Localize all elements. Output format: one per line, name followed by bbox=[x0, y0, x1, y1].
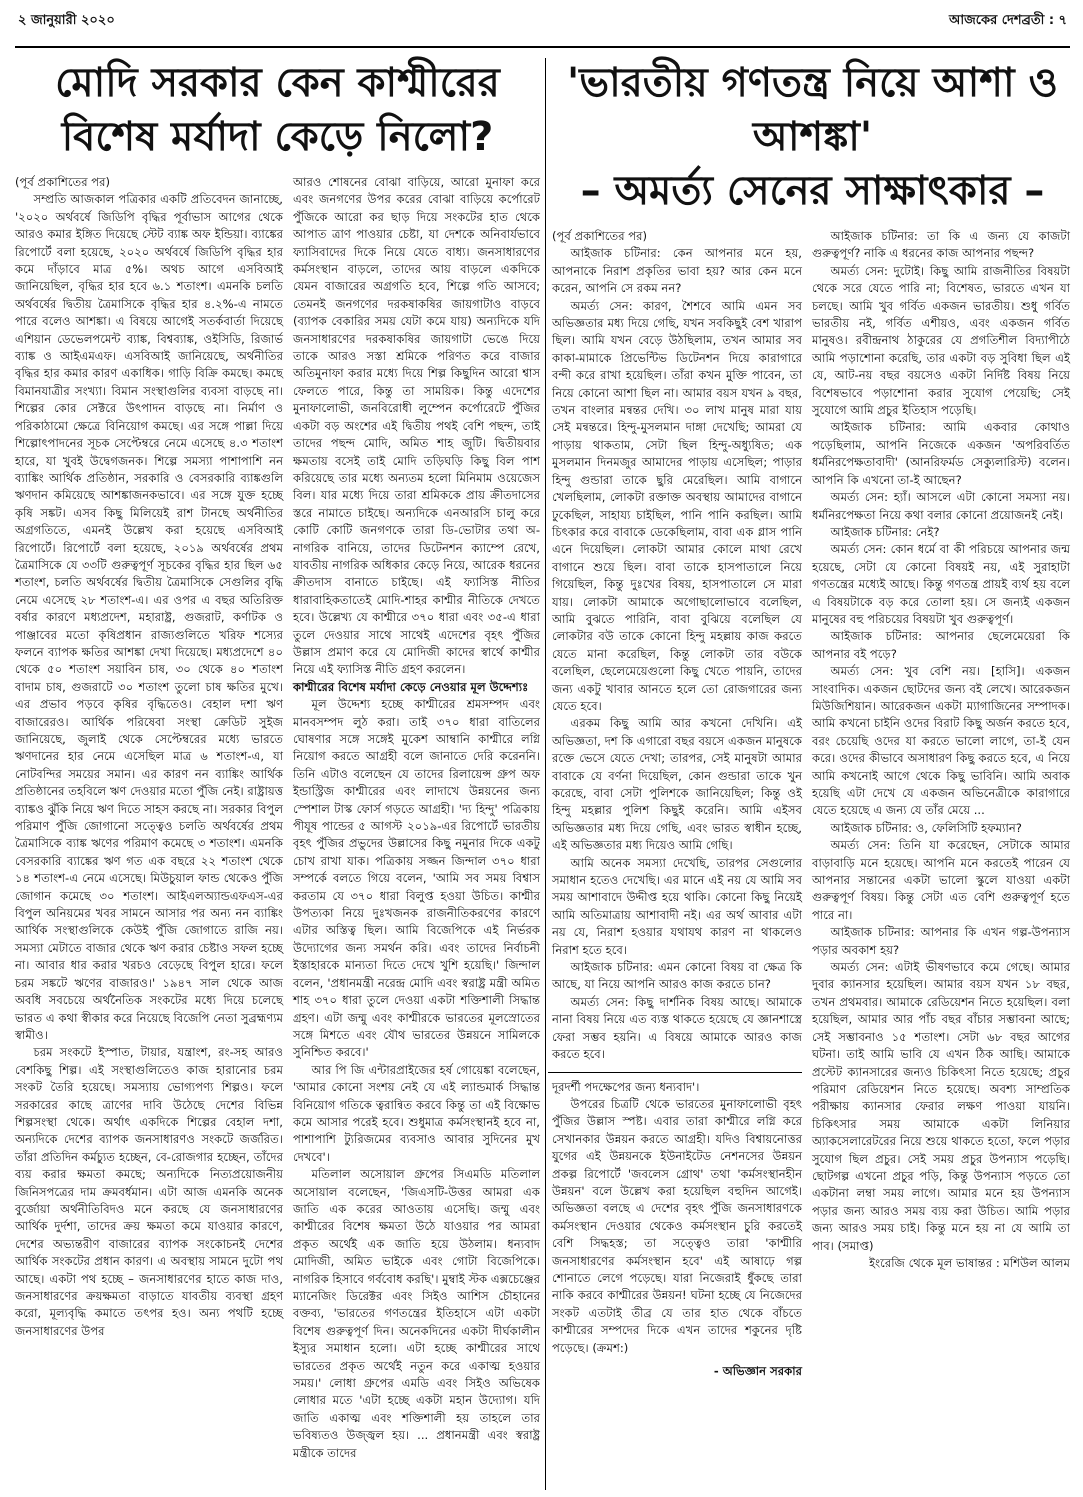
paragraph: সম্প্রতি আজকাল পত্রিকার একটি প্রতিবেদন জানাচ্ছে, '২০২০ অর্থবর্ষে জিডিপি বৃদ্ধির পূর্বাভাস আগের থেকে আরও কমার ইঙ্গিত দিয়েছে স্টেট ব্যাঙ্ক অফ ইন্ডিয়া। ব্যাঙ্কের রিপোর্টে বলা হয়েছে, ২০২০ অর্থবর্ষে জিডিপি বৃদ্ধির হার কমে দাঁড়াবে মাত্র ৫%। অথচ আগে এসবিআই জানিয়েছিল, বৃদ্ধির হার হবে ৬.১ শতাংশ। এমনকি চলতি অর্থবর্ষের দ্বিতীয় ত্রৈমাসিকে বৃদ্ধির হার ৪.২%-এ নামতে পারে বলেও আশঙ্কা। এ বিষয়ে আগেই সতর্কবার্তা দিয়েছে এশিয়ান ডেভেলপমেন্ট ব্যাঙ্ক, বিশ্বব্যাঙ্ক, ওইসিডি, রিজার্ভ ব্যাঙ্ক ও আইএমএফ। এসবিআই জানিয়েছে, অর্থনীতির বৃদ্ধির হার কমার কারণ একাধিক। গাড়ি বিক্রি কমছে। কমছে বিমানযাত্রীর সংখ্যা। বিমান সংস্থাগুলির ব্যবসা বাড়ছে না। শিল্পের কোর সেক্টরে উৎপাদন বাড়ছে না। নির্মাণ ও পরিকাঠামো ক্ষেত্রে বিনিয়োগ কমছে। এর সঙ্গে পাল্লা দিয়ে শিল্পোৎপাদনের সূচক সেপ্টেম্বরে নেমে এসেছে ৪.৩ শতাংশ হারে, যা খুবই উদ্বেগজনক। শিল্পে সমস্যা পাশাপাশি নন ব্যাঙ্কিং আর্থিক প্রতিষ্ঠান, সরকারি ও বেসরকারি ব্যাঙ্কগুলি ঋণদান কমিয়েছে আশঙ্কাজনকভাবে। এর সঙ্গে যুক্ত হচ্ছে কৃষি সঙ্কট। এসব কিছু মিলিয়েই রাশ টানছে অর্থনীতির অগ্রগতিতে, এমনই উল্লেখ করা হয়েছে এসবিআই রিপোর্টে। রিপোর্টে বলা হয়েছে, ২০১৯ অর্থবর্ষের প্রথম ত্রৈমাসিকে যে ৩৩টি গুরুত্বপূর্ণ সূচকের বৃদ্ধির হার ছিল ৬৫ শতাংশ, চলতি অর্থবর্ষের দ্বিতীয় ত্রৈমাসিকে সেগুলির বৃদ্ধি নেমে এসেছে ২৮ শতাংশ-এ। এর ওপর এ বছর অতিরিক্ত বর্ষার কারণে মধ্যপ্রদেশ, মহারাষ্ট্র, গুজরাট, কর্ণাটক ও পাঞ্জাবের মতো কৃষিপ্রধান রাজ্যগুলিতে খরিফ শস্যের ফলনে ব্যাপক ক্ষতির আশঙ্কা দেখা দিয়েছে। মধ্যপ্রদেশে ৪০ থেকে ৫০ শতাংশ সয়াবিন চাষ, ৩০ থেকে ৪০ শতাংশ বাদাম চাষ, গুজরাটে ৩০ শতাংশ তুলো চাষ ক্ষতির মুখে। এর প্রভাব পড়বে কৃষির বৃদ্ধিতেও। বেহাল দশা ঋণ বাজারেরও। আর্থিক পরিষেবা সংস্থা ক্রেডিট সুইজ জানিয়েছে, জুলাই থেকে সেপ্টেম্বরের মধ্যে ভারতে ঋণদানের হার নেমে এসেছিল মাত্র ৬ শতাংশ-এ, যা নোটবন্দির সময়ের সমান। এর কারণ নন ব্যাঙ্কিং আর্থিক প্রতিষ্ঠানের তহবিলে ঋণ দেওয়ার মতো পুঁজি নেই। রাষ্ট্রায়ত্ত ব্যাঙ্কও ঝুঁকি নিয়ে ঋণ দিতে সাহস করছে না। সরকার বিপুল পরিমাণ পুঁজি জোগানো সত্ত্বেও চলতি অর্থবর্ষের প্রথম ত্রৈমাসিকে ব্যাঙ্ক ঋণের পরিমাণ কমেছে ৩ শতাংশ। এমনকি বেসরকারি ব্যাঙ্কের ঋণ গত এক বছরে ২২ শতাংশ থেকে ১৪ শতাংশ-এ নেমে এসেছে। মিউচুয়াল ফান্ড থেকেও পুঁজি জোগান কমেছে ৩০ শতাংশ। আইএলঅ্যান্ডএফএস-এর বিপুল অনিয়মের খবর সামনে আসার পর অন্য নন ব্যাঙ্কিং আর্থিক সংস্থাগুলিকে কেউই পুঁজি জোগাতে রাজি নয়। সমস্যা মেটাতে বাজার থেকে ঋণ করার চেষ্টাও সফল হচ্ছে না। আবার ধার করার খরচও বেড়েছে বিপুল হারে। ফলে চরম সঙ্কটে ঋণের বাজারও।' ১৯৪৭ সাল থেকে আজ অবধি সবচেয়ে অর্থনৈতিক সংকটের মধ্যে দিয়ে চলেছে ভারত এ কথা স্বীকার করে নিয়েছে বিজেপি নেতা সুব্রহ্মণ্যম স্বামীও। bbox=[15, 192, 283, 1042]
headline-line: মোদি সরকার কেন কাশ্মীরের bbox=[55, 60, 500, 106]
question: আইজাক চটিনার: আপনার ছেলেমেয়েরা কি আপনার বই পড়ে? bbox=[812, 629, 1070, 661]
headline-line: 'ভারতীয় গণতন্ত্র নিয়ে আশা ও আশঙ্কা' bbox=[567, 60, 1058, 160]
question: আইজাক চটিনার: আপনার কি এখন গল্প-উপন্যাস পড়ার অবকাশ হয়? bbox=[812, 925, 1070, 957]
left-article-body bbox=[15, 174, 540, 1462]
answer: এরকম কিছু আমি আর কখনো দেখিনি। এই অভিজ্ঞতা, দশ কি এগারো বছর বয়সে একজন মানুষকে রক্তে ভেসে যেতে দেখা; তারপর, সেই মানুষটা আমার বাবাকে যে বর্ণনা দিয়েছিল, কোন গুন্ডারা তাকে খুন করেছে, বাবা সেটা পুলিশকে জানিয়েছিল; কিন্তু ওই হিন্দু মহল্লার পুলিশ কিছুই করেনি। আমি এইসব অভিজ্ঞতার মধ্য দিয়ে গেছি, এবং ভারত স্বাধীন হচ্ছে, এই অভিজ্ঞতার মধ্য দিয়েও আমি গেছি। bbox=[552, 716, 802, 853]
right-article-body bbox=[552, 228, 1073, 1380]
right-article bbox=[552, 56, 1073, 1380]
page-number: আজকের দেশব্রতী : ৭ bbox=[948, 13, 1067, 28]
paragraph: আরও শোষনের বোঝা বাড়িয়ে, আরো মুনাফা করে এবং জনগণের উপর করের বোঝা বাড়িয়ে কর্পোরেট পুঁজিকে আরো কর ছাড় দিয়ে সংকটের হাত থেকে আপাত ত্রাণ পাওয়ার চেষ্টা, যা দেশকে অনিবার্যভাবে ফ্যাসিবাদের দিকে নিয়ে যেতে বাধ্য। জনসাধারণের কর্মসংস্থান বাড়লে, তাদের আয় বাড়লে একদিকে যেমন বাজারের অগ্রগতি হবে, শিল্পে গতি আসবে; তেমনই জনগণের দরকষাকষির জায়গাটাও বাড়বে (ব্যাপক বেকারির সময় যেটা কমে যায়) অন্যদিকে যদি জনসাধারণের দরকষাকষির জায়গাটা ভেঙে দিয়ে তাকে আরও সস্তা শ্রমিকে পরিণত করে বাজার অতিমুনাফা করার মধ্যে দিয়ে শিল্প কিছুদিন আরো শ্বাস ফেলতে পারে, কিন্তু তা সাময়িক। কিন্তু এদেশের মুনাফালোভী, জনবিরোধী লুম্পেন কর্পোরেটে পুঁজির একটা বড় অংশের এই দ্বিতীয় পথই বেশি পছন্দ, তাই তাদের পছন্দ মোদি, অমিত শাহ জুটি। দ্বিতীয়বার ক্ষমতায় বসেই তাই মোদি তড়িঘড়ি কিছু বিল পাশ করিয়েছে তার মধ্যে অন্যতম হলো মিনিমাম ওয়েজেস বিল। যার মধ্যে দিয়ে তারা শ্রমিককে প্রায় ক্রীতদাসের স্তরে নামাতে চাইছে। অন্যদিকে এনআরসি চালু করে কোটি কোটি জনগণকে তারা ডি-ভোটার তথা অ-নাগরিক বানিয়ে, তাদের ডিটেনশন ক্যাম্পে রেখে, যাবতীয় নাগরিক অধিকার কেড়ে নিয়ে, আরেক ধরনের ক্রীতদাস বানাতে চাইছে। এই ফ্যাসিস্ত নীতির ধারাবাহিকতাতেই মোদি-শাহর কাশ্মীর নীতিকে দেখতে হবে। উল্লেখ্য যে কাশ্মীরে ৩৭০ ধারা এবং ৩৫-এ ধারা তুলে দেওয়ার সাথে সাথেই এদেশের বৃহৎ পুঁজির উল্লাস প্রমাণ করে যে মোদিজী কাদের স্বার্থে কাশ্মীর নিয়ে এই ফ্যাসিস্ত নীতি গ্রহণ করলেন। bbox=[293, 175, 540, 677]
left-article-continuation bbox=[552, 1079, 802, 1358]
question: আইজাক চটিনার: তা কি এ জন্য যে কাজটা গুরুত্বপূর্ণ? নাকি এ ধরনের কাজ আপনার পছন্দ? bbox=[812, 229, 1070, 261]
answer: অমর্ত্য সেন: কারণ, শৈশবে আমি এমন সব অভিজ্ঞতার মধ্য দিয়ে গেছি, যখন সবকিছুই বেশ খারাপ ছিল। আমি যখন বেড়ে উঠছিলাম, তখন আমার সব কাকা-মামাকে প্রিভেন্টিভ ডিটেনশন দিয়ে কারাগারে বন্দী করে রাখা হয়েছিল। তাঁরা কখন মুক্তি পাবেন, তা নিয়ে কোনো আশা ছিল না। আমার বয়স যখন ৯ বছর, তখন বাংলার মন্বন্তর দেখি। ৩০ লাখ মানুষ মারা যায় সেই মন্বন্তরে। হিন্দু-মুসলমান দাঙ্গা দেখেছি; আমরা যে পাড়ায় থাকতাম, সেটা ছিল হিন্দু-অধ্যুষিত; এক মুসলমান দিনমজুর আমাদের পাড়ায় এসেছিল; পাড়ার হিন্দু গুন্ডারা তাকে ছুরি মেরেছিল। আমি বাগানে খেলছিলাম, লোকটা রক্তাক্ত অবস্থায় আমাদের বাগানে ঢুকেছিল, সাহায্য চাইছিল, পানি পানি করছিল। আমি চিৎকার করে বাবাকে ডেকেছিলাম, বাবা এক গ্লাস পানি এনে দিয়েছিল। লোকটা আমার কোলে মাথা রেখে বাগানে শুয়ে ছিল। বাবা তাকে হাসপাতালে নিয়ে গিয়েছিল, কিন্তু দুঃখের বিষয়, হাসপাতালে সে মারা যায়। লোকটা আমাকে অগোছালোভাবে বলেছিল, আমি বুঝতে পারিনি, বাবা বুঝিয়ে বলেছিল যে লোকটার বউ তাকে কোনো হিন্দু মহল্লায় কাজ করতে যেতে মানা করেছিল, কিন্তু লোকটা তার বউকে বলেছিল, ছেলেমেয়েগুলো কিছু খেতে পায়নি, তাদের জন্য একটু খাবার আনতে হলে তো রোজগারের জন্য যেতে হবে। bbox=[552, 298, 802, 713]
question: আইজাক চটিনার: ও, ফেলিসিটি হফম্যান? bbox=[830, 820, 1022, 835]
translation-credit: ইংরেজি থেকে মূল ভাষান্তর : মশিউল আলম bbox=[869, 1255, 1070, 1270]
question: আইজাক চটিনার: কেন আপনার মনে হয়, আপনাকে নিরাশ প্রকৃতির ভাবা হয়? আর কেন মনে করেন, আপনি সে রকম নন? bbox=[552, 246, 802, 296]
headline-line: – অমর্ত্য সেনের সাক্ষাৎকার – bbox=[580, 168, 1045, 214]
right-article-column-1 bbox=[552, 228, 802, 1380]
question: আইজাক চটিনার: এমন কোনো বিষয় বা ক্ষেত্র কি আছে, যা নিয়ে আপনি আরও কাজ করতে চান? bbox=[552, 960, 802, 992]
continued-note: (পূর্ব প্রকাশিতের পর) bbox=[15, 175, 111, 189]
question: আইজাক চটিনার: নেই? bbox=[830, 524, 940, 539]
answer: অমর্ত্য সেন: এটাই ভীষণভাবে কমে গেছে। আমার দুবার ক্যানসার হয়েছিল। আমার বয়স যখন ১৮ বছর, তখন প্রথমবার। আমাকে রেডিয়েশন নিতে হয়েছিল। বলা হয়েছিল, আমার আর পাঁচ বছর বাঁচার সম্ভাবনা আছে; সেই সম্ভাবনাও ১৫ শতাংশ। সেটা ৬৮ বছর আগের ঘটনা। তাই আমি ভাবি যে এখন ঠিক আছি। আমাকে প্রস্টেট ক্যানসারের জন্যও চিকিৎসা নিতে হয়েছে; প্রচুর পরিমাণ রেডিয়েশন নিতে হয়েছে। অবশ্য সাম্প্রতিক পরীক্ষায় ক্যানসার ফেরার লক্ষণ পাওয়া যায়নি। চিকিৎসার সময় আমাকে একটা লিনিয়ার অ্যাকসেলারেটরের নিয়ে শুয়ে থাকতে হতো, ফলে পড়ার সুযোগ ছিল প্রচুর। সেই সময় প্রচুর উপন্যাস পড়েছি। ছোটগল্প এখনো প্রচুর পড়ি, কিন্তু উপন্যাস পড়তে তো একটানা লম্বা সময় লাগে। আমার মনে হয় উপন্যাস পড়ার জন্য আরও সময় ব্যয় করা উচিত। আমি পড়ার জন্য আরও সময় চাই। কিন্তু মনে হয় না যে আমি তা পাব। (সমাপ্ত) bbox=[812, 960, 1070, 1253]
paragraph: আর পি জি এন্টারপ্রাইজের হর্ষ গোয়েঙ্কা বলেছেন, 'আমার কোনো সংশয় নেই যে এই ল্যান্ডমার্ক সিদ্ধান্ত বিনিয়োগ গতিকে ত্বরান্বিত করবে কিন্তু তা এই বিক্ষোভ কমে আসার পরেই হবে। শুধুমাত্র কর্মসংস্থানই হবে না, পাশাপাশি ট্যুরিজমের ব্যবসাও আবার সুদিনের মুখ দেখবে'। bbox=[293, 1062, 540, 1164]
page-header bbox=[15, 12, 1070, 48]
page-date: ২ জানুয়ারী ২০২০ bbox=[18, 13, 115, 28]
column-divider bbox=[545, 58, 546, 1490]
right-article-headline bbox=[552, 56, 1073, 218]
byline: - অভিজ্ঞান সরকার bbox=[713, 1364, 802, 1378]
paragraph: উপরের চিত্রটি থেকে ভারতের মুনাফালোভী বৃহৎ পুঁজির উল্লাস স্পষ্ট। এবার তারা কাশ্মীরে লগ্নি করে সেখানকার উন্নয়ন করতে আগ্রহী। যদিও বিশ্বায়নোত্তর যুগের এই উন্নয়নকে ইউনাইটেড নেশনসের উন্নয়ন প্রকল্প রিপোর্টে 'জবলেস গ্রোথ' তথা 'কর্মসংস্থানহীন উন্নয়ন' বলে উল্লেখ করা হয়েছিল বহুদিন আগেই। অভিজ্ঞতা বলছে এ দেশের বৃহৎ পুঁজি জনসাধারণকে কর্মসংস্থান দেওয়ার থেকেও কর্মসংস্থান চুরি করতেই বেশি সিদ্ধহস্ত; তা সত্ত্বেও তারা 'কাশ্মীরি জনসাধারণের কর্মসংস্থান হবে' এই আষাঢ়ে গল্প শোনাতে লেগে পড়েছে। যারা নিজেরাই ধুঁকছে তারা নাকি করবে কাশ্মীরের উন্নয়ন! ঘটনা হচ্ছে যে নিজেদের সংকট এতটাই তীব্র যে তার হাত থেকে বাঁচতে কাশ্মীরের সম্পদের দিকে এখন তাদের শকুনের দৃষ্টি পড়েছে। (ক্রমশ:) bbox=[552, 1096, 802, 1355]
answer: অমর্ত্য সেন: দুটোই। কিছু আমি রাজনীতির বিষয়টা থেকে সরে যেতে পারি না; বিশেষত, ভারতে এখন যা চলছে। আমি খুব গর্বিত একজন ভারতীয়। শুধু গর্বিত ভারতীয় নই, গর্বিত এশীয়ও, এবং একজন গর্বিত মানুষও। রবীন্দ্রনাথ ঠাকুরের যে প্রগতিশীল বিদ্যাপীঠে আমি পড়াশোনা করেছি, তার একটা বড় সুবিধা ছিল এই যে, আট-নয় বছর বয়সেও একটা নির্দিষ্ট বিষয় নিয়ে বিশেষভাবে পড়াশোনা করার সুযোগ পেয়েছি; সেই সুযোগে আমি প্রচুর ইতিহাস পড়েছি। bbox=[812, 263, 1070, 418]
answer: অমর্ত্য সেন: কোন ধর্মে বা কী পরিচয়ে আপনার জন্ম হয়েছে, সেটা যে কোনো বিষয়ই নয়, এই সুরাহাটা গণতন্ত্রের মধ্যেই আছে। কিন্তু গণতন্ত্র প্রায়ই ব্যর্থ হয় বলে এ বিষয়টাকে বড় করে তোলা হয়। সে জন্যই একজন মানুষের বহু পরিচয়ের বিষয়টা খুব গুরুত্বপূর্ণ। bbox=[812, 542, 1070, 626]
left-article-column-2 bbox=[293, 174, 540, 1462]
answer: আমি অনেক সমস্যা দেখেছি, তারপর সেগুলোর সমাধান হতেও দেখেছি। এর মানে এই নয় যে আমি সব সময় আশাবাদে উদ্দীপ্ত হয়ে থাকি। কোনো কিছু নিয়েই আমি অতিমাত্রায় আশাবাদী নই। এর অর্থ আবার এটা নয় যে, নিরাশ হওয়ার যথাযথ কারণ না থাকলেও নিরাশ হতে হবে। bbox=[552, 855, 802, 957]
paragraph: চরম সংকটে ইস্পাত, টায়ার, যন্ত্রাংশ, রং-সহ আরও বেশকিছু শিল্প। এই সংস্থাগুলিতেও কাজ হারানোর চরম সংকট তৈরি হয়েছে। সমস্যায় ভোগ্যপণ্য শিল্পও। ফলে সরকারের কাছে ত্রাণের দাবি উঠেছে দেশের বিভিন্ন শিল্পসংস্থা থেকে। অর্থাৎ একদিকে শিল্পের বেহাল দশা, অন্যদিকে দেশের ব্যাপক জনসাধারণও সংকটে জর্জরিত। তাঁরা প্রতিদিন কর্মচ্যুত হচ্ছেন, বে-রোজগার হচ্ছেন, তাঁদের ব্যয় করার ক্ষমতা কমছে; অন্যদিকে নিত্যপ্রয়োজনীয় জিনিসপত্রের দাম ক্রমবর্ধমান। এটা আজ এমনকি অনেক বুর্জোয়া অর্থনীতিবিদও মনে করছে যে জনসাধারণের আর্থিক দুর্দশা, তাদের ক্রয় ক্ষমতা কমে যাওয়ার কারণে, দেশের অভ্যন্তরীণ বাজারের ব্যাপক সংকোচনই দেশের আর্থিক সংকটের প্রধান কারণ। এ অবস্থায় সামনে দুটো পথ আছে। একটা পথ হচ্ছে – জনসাধারণের হাতে কাজ দাও, জনসাধারণের ক্রয়ক্ষমতা বাড়াতে যাবতীয় ব্যবস্থা গ্রহণ করো, মূল্যবৃদ্ধি কমাতে তৎপর হও। অন্য পথটি হচ্ছে জনসাধারণের উপর bbox=[15, 1045, 283, 1338]
paragraph: মূল উদ্দেশ্য হচ্ছে কাশ্মীরের শ্রমসম্পদ এবং মানবসম্পদ লুঠ করা। তাই ৩৭০ ধারা বাতিলের ঘোষণার সঙ্গে সঙ্গেই মুকেশ আম্বানি কাশ্মীরে লগ্নি নিয়োগ করতে আগ্রহী বলে জানাতে দেরি করেননি। তিনি এটাও বলেছেন যে তাদের রিলায়েন্স গ্রুপ অফ ইন্ডাস্ট্রিজ কাশ্মীরের এবং লাদাখে উন্নয়নের জন্য স্পেশাল টাস্ক ফোর্স গড়তে আগ্রহী। 'দ্য হিন্দু' পত্রিকায় পীযূষ পান্ডের ৫ আগস্ট ২০১৯-এর রিপোর্টে ভারতীয় বৃহৎ পুঁজির প্রভুদের উল্লাসের কিছু নমুনার দিকে একটু চোখ রাখা যাক। পত্রিকায় সজ্জন জিন্দাল ৩৭০ ধারা সম্পর্কে বলতে গিয়ে বলেন, 'আমি সব সময় বিশ্বাস করতাম যে ৩৭০ ধারা বিলুপ্ত হওয়া উচিত। কাশ্মীর উপত্যকা নিয়ে দুঃখজনক রাজনীতিকরণের কারণে এটার অস্তিত্ব ছিল। আমি বিজেপিকে এই নির্ভরক উদ্যোগের জন্য সমর্থন করি। এবং তাদের নির্বাচনী ইস্তাহারকে মান্যতা দিতে দেখে খুশি হয়েছি।' জিন্দাল বলেন, 'প্রধানমন্ত্রী নরেন্দ্র মোদি এবং স্বরাষ্ট্র মন্ত্রী অমিত শাহ ৩৭০ ধারা তুলে দেওয়া একটা শক্তিশালী সিদ্ধান্ত গ্রহণ। এটা জম্মু এবং কাশ্মীরকে ভারতের মূলস্রোতের সঙ্গে মিশতে এবং যৌথ ভারতের উন্নয়নে সামিলকে সুনিশ্চিত করবে।' bbox=[293, 697, 540, 1060]
left-article-headline bbox=[15, 56, 540, 164]
answer: অমর্ত্য সেন: খুব বেশি নয়। [হাসি]। একজন সাংবাদিক। একজন ছোটদের জন্য বই লেখে। আরেকজন মিউজিশিয়ান। আরেকজন একটা ম্যাগাজিনের সম্পাদক। আমি কখনো চাইনি ওদের বিরাট কিছু অর্জন করতে হবে, বরং চেয়েছি ওদের যা করতে ভালো লাগে, তা-ই যেন করে। ওদের কীভাবে অসাধারণ কিছু করতে হবে, এ নিয়ে আমি কখনোই আগে থেকে কিছু ভাবিনি। আমি অবাক হয়েছি এটা দেখে যে একজন অভিনেত্রীকে কারাগারে যেতে হয়েছে এ জন্য যে তাঁর মেয়ে ... bbox=[812, 664, 1070, 818]
paragraph: মতিলাল অসোয়াল গ্রুপের সিএমডি মতিলাল অসোয়াল বলেছেন, 'জিএসটি-উত্তর আমরা এক জাতি এক করের আওতায় এসেছি। জম্মু এবং কাশ্মীরের বিশেষ ক্ষমতা উঠে যাওয়ার পর আমরা প্রকৃত অর্থেই এক জাতি হয়ে উঠলাম। ধন্যবাদ মোদিজী, অমিত ভাইকে এবং গোটা বিজেপিকে। নাগরিক হিসাবে গর্ববোধ করছি'। মুম্বাই স্টক এক্সচেঞ্জের ম্যানেজিং ডিরেক্টর এবং সিইও আশিস চৌহানের বক্তব্য, 'ভারতের গণতন্ত্রের ইতিহাসে এটা একটা বিশেষ গুরুত্বপূর্ণ দিন। অনেকদিনের একটা দীর্ঘকালীন ইস্যুর সমাধান হলো। এটা হচ্ছে কাশ্মীরের সাথে ভারতের প্রকৃত অর্থেই নতুন করে একাত্ম হওয়ার সময়।' লোধা গ্রুপের এমডি এবং সিইও অভিষেক লোধার মতে 'এটা হচ্ছে একটা মহান উদ্যোগ। যদি জাতি একাত্ম এবং শক্তিশালী হয় তাহলে তার ভবিষ্যতও উজ্জ্বল হয়। ... প্রধানমন্ত্রী এবং স্বরাষ্ট্র মন্ত্রীকে তাদের bbox=[293, 1167, 541, 1460]
right-article-column-2 bbox=[812, 228, 1070, 1272]
question: আইজাক চটিনার: আমি একবার কোথাও পড়েছিলাম, আপনি নিজেকে একজন 'অপরিবর্তিত ধর্মনিরপেক্ষতাবাদী' (আনরিফর্মড সেক্যুলারিস্ট) বলেন। আপনি কি এখনো তা-ই আছেন? bbox=[812, 420, 1070, 487]
continuation-rule bbox=[548, 1072, 802, 1073]
continued-note: (পূর্ব প্রকাশিতের পর) bbox=[552, 229, 648, 243]
paragraph: দূরদর্শী পদক্ষেপের জন্য ধন্যবাদ'। bbox=[552, 1079, 700, 1094]
answer: অমর্ত্য সেন: কিছু দার্শনিক বিষয় আছে। আমাকে নানা বিষয় নিয়ে এত ব্যস্ত থাকতে হয়েছে যে জ্ঞানশাস্ত্রে ফেরা সম্ভব হয়নি। এ বিষয়ে আমাকে আরও কাজ করতে হবে। bbox=[552, 994, 802, 1062]
headline-line: বিশেষ মর্যাদা কেড়ে নিলো? bbox=[61, 114, 494, 160]
answer: অমর্ত্য সেন: হ্যাঁ। আসলে এটা কোনো সমস্যা নয়। ধর্মনিরপেক্ষতা নিয়ে কথা বলার কোনো প্রয়োজনই নেই। bbox=[812, 490, 1070, 522]
left-article-column-1 bbox=[15, 174, 283, 1340]
subheading: কাশ্মীরের বিশেষ মর্যাদা কেড়ে নেওয়ার মূল উদ্দেশ্যঃ bbox=[293, 679, 529, 694]
answer: অমর্ত্য সেন: তিনি যা করেছেন, সেটাকে আমার বাড়াবাড়ি মনে হয়েছে। আপনি মনে করতেই পারেন যে আপনার সন্তানের একটা ভালো স্কুলে যাওয়া একটা গুরুত্বপূর্ণ বিষয়। কিন্তু সেটা এত বেশি গুরুত্বপূর্ণ হতে পারে না। bbox=[812, 838, 1070, 922]
left-article bbox=[15, 56, 540, 1462]
